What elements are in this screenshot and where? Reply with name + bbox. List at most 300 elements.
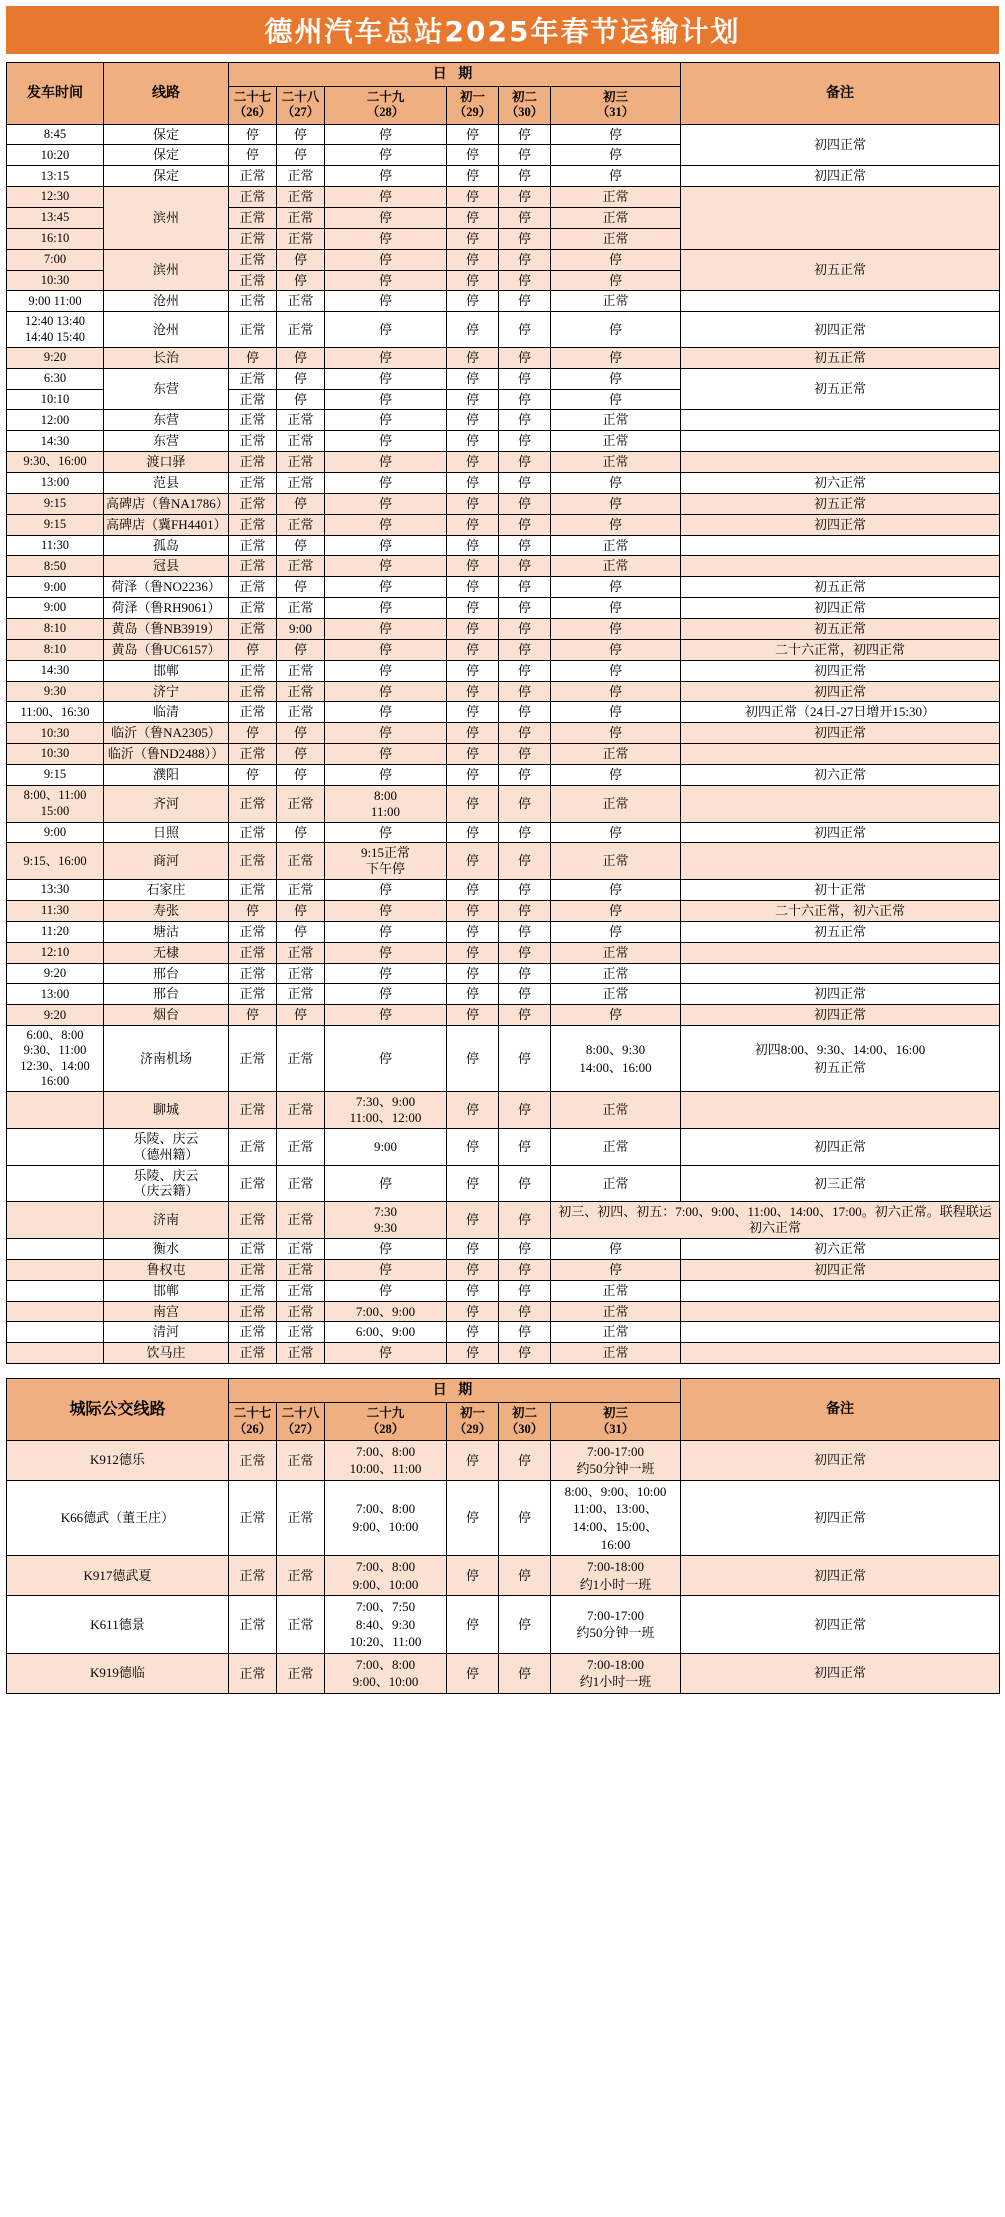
cell-departure-time (7, 1165, 104, 1202)
cell-date-5: 停 (499, 1092, 551, 1129)
cell-date-3: 7:00、8:00 9:00、10:00 (325, 1480, 447, 1555)
table-row (7, 598, 1000, 619)
cell-date-2: 停 (277, 1005, 325, 1026)
cell-departure-time (7, 1128, 104, 1165)
cell-date-5: 停 (499, 514, 551, 535)
cell-date-6: 停 (551, 389, 681, 410)
cell-date-6: 正常 (551, 744, 681, 765)
cell-date-6: 正常 (551, 1165, 681, 1202)
cell-date-3: 停 (325, 1239, 447, 1260)
intercity-header-date-4: 初一 （29） (447, 1403, 499, 1441)
table-row (7, 1092, 1000, 1129)
cell-note (681, 452, 1000, 473)
cell-departure-time: 9:00 (7, 822, 104, 843)
cell-date-2: 正常 (277, 291, 325, 312)
cell-route: 滨州 (104, 249, 229, 291)
cell-date-3: 9:15正常 下午停 (325, 843, 447, 880)
cell-date-2: 停 (277, 124, 325, 145)
cell-date-5: 停 (499, 1556, 551, 1596)
cell-date-2: 停 (277, 368, 325, 389)
cell-date-4: 停 (447, 249, 499, 270)
cell-note (681, 535, 1000, 556)
cell-note: 初四正常 (681, 1480, 1000, 1555)
cell-date-4: 停 (447, 880, 499, 901)
cell-departure-time: 13:00 (7, 984, 104, 1005)
cell-date-6: 正常 (551, 208, 681, 229)
cell-date-1: 正常 (229, 535, 277, 556)
header-intercity-date-group: 日 期 (229, 1379, 681, 1403)
intercity-table-body (7, 1440, 1000, 1693)
cell-route: 南宫 (104, 1301, 229, 1322)
cell-date-4: 停 (447, 921, 499, 942)
cell-date-5: 停 (499, 1128, 551, 1165)
header-date-2: 二十八 （27） (277, 87, 325, 125)
cell-date-5: 停 (499, 1440, 551, 1480)
cell-note: 初四正常 (681, 822, 1000, 843)
cell-date-6: 正常 (551, 963, 681, 984)
cell-date-6: 7:00-17:00 约50分钟一班 (551, 1596, 681, 1654)
cell-date-5: 停 (499, 249, 551, 270)
cell-date-4: 停 (447, 822, 499, 843)
cell-date-6: 正常 (551, 984, 681, 1005)
cell-date-4: 停 (447, 984, 499, 1005)
cell-date-1: 正常 (229, 1280, 277, 1301)
cell-note: 初四正常 (681, 514, 1000, 535)
cell-date-4: 停 (447, 1026, 499, 1092)
cell-date-3: 停 (325, 723, 447, 744)
cell-note: 初五正常 (681, 368, 1000, 410)
cell-date-5: 停 (499, 312, 551, 348)
cell-note: 初五正常 (681, 921, 1000, 942)
cell-date-5: 停 (499, 723, 551, 744)
cell-departure-time: 9:15 (7, 514, 104, 535)
cell-date-6: 停 (551, 618, 681, 639)
cell-date-2: 正常 (277, 1322, 325, 1343)
cell-note: 二十六正常，初四正常 (681, 639, 1000, 660)
cell-date-5: 停 (499, 187, 551, 208)
cell-date-5: 停 (499, 598, 551, 619)
cell-note: 初四正常 (681, 1440, 1000, 1480)
cell-route: 寿张 (104, 901, 229, 922)
cell-date-2: 正常 (277, 1092, 325, 1129)
cell-date-4: 停 (447, 145, 499, 166)
cell-route: 范县 (104, 472, 229, 493)
cell-route: 高碑店（鲁NA1786） (104, 493, 229, 514)
main-table-head (7, 63, 1000, 125)
cell-date-3: 停 (325, 124, 447, 145)
cell-date-3: 停 (325, 984, 447, 1005)
cell-date-3: 停 (325, 577, 447, 598)
cell-departure-time: 8:45 (7, 124, 104, 145)
cell-date-5: 停 (499, 368, 551, 389)
cell-date-1: 正常 (229, 249, 277, 270)
cell-departure-time: 10:30 (7, 270, 104, 291)
cell-date-6: 停 (551, 472, 681, 493)
cell-date-5: 停 (499, 389, 551, 410)
cell-date-1: 正常 (229, 1440, 277, 1480)
cell-date-1: 正常 (229, 744, 277, 765)
cell-date-5: 停 (499, 291, 551, 312)
cell-date-1: 正常 (229, 1301, 277, 1322)
page-title: 德州汽车总站2025年春节运输计划 (264, 15, 741, 48)
cell-note: 初四正常 (681, 723, 1000, 744)
table-row (7, 1202, 1000, 1239)
cell-date-4: 停 (447, 410, 499, 431)
cell-departure-time (7, 1202, 104, 1239)
cell-date-2: 正常 (277, 187, 325, 208)
table-row (7, 1596, 1000, 1654)
cell-date-4: 停 (447, 1202, 499, 1239)
header-date-group: 日 期 (229, 63, 681, 87)
cell-departure-time: 11:20 (7, 921, 104, 942)
table-row (7, 723, 1000, 744)
table-row (7, 765, 1000, 786)
intercity-header-date-1: 二十七 （26） (229, 1403, 277, 1441)
table-row (7, 514, 1000, 535)
cell-date-6: 正常 (551, 187, 681, 208)
cell-departure-time (7, 1343, 104, 1364)
cell-date-2: 正常 (277, 472, 325, 493)
cell-route: 临清 (104, 702, 229, 723)
cell-date-2: 正常 (277, 208, 325, 229)
cell-date-5: 停 (499, 765, 551, 786)
cell-date-2: 正常 (277, 410, 325, 431)
cell-date-4: 停 (447, 1653, 499, 1693)
cell-date-5: 停 (499, 145, 551, 166)
cell-date-1: 正常 (229, 452, 277, 473)
table-row (7, 1440, 1000, 1480)
cell-date-4: 停 (447, 639, 499, 660)
cell-date-2: 停 (277, 765, 325, 786)
cell-date-3: 停 (325, 410, 447, 431)
table-row (7, 410, 1000, 431)
cell-date-4: 停 (447, 452, 499, 473)
cell-date-3: 7:00、8:00 9:00、10:00 (325, 1556, 447, 1596)
cell-date-1: 正常 (229, 166, 277, 187)
cell-intercity-route: K66德武（董王庄） (7, 1480, 229, 1555)
table-row (7, 312, 1000, 348)
cell-date-5: 停 (499, 228, 551, 249)
cell-date-5: 停 (499, 124, 551, 145)
cell-date-1: 正常 (229, 1128, 277, 1165)
cell-departure-time: 13:00 (7, 472, 104, 493)
cell-date-1: 正常 (229, 785, 277, 822)
table-row (7, 1653, 1000, 1693)
page-title-banner (6, 6, 999, 54)
header-row-top (7, 63, 1000, 87)
cell-date-3: 停 (325, 431, 447, 452)
cell-departure-time: 9:00 11:00 (7, 291, 104, 312)
header-date-3: 二十九 （28） (325, 87, 447, 125)
cell-note: 初五正常 (681, 577, 1000, 598)
cell-departure-time: 11:00、16:30 (7, 702, 104, 723)
cell-date-5: 停 (499, 963, 551, 984)
cell-date-5: 停 (499, 843, 551, 880)
cell-note (681, 431, 1000, 452)
cell-date-5: 停 (499, 1322, 551, 1343)
cell-departure-time: 10:30 (7, 723, 104, 744)
cell-date-1: 正常 (229, 291, 277, 312)
cell-date-5: 停 (499, 1165, 551, 1202)
cell-date-1: 正常 (229, 1259, 277, 1280)
cell-date-5: 停 (499, 901, 551, 922)
cell-route: 长治 (104, 347, 229, 368)
cell-date-3: 停 (325, 921, 447, 942)
cell-date-2: 正常 (277, 1280, 325, 1301)
header-date-4: 初一 （29） (447, 87, 499, 125)
cell-date-1: 正常 (229, 187, 277, 208)
cell-note: 初六正常 (681, 1239, 1000, 1260)
cell-departure-time: 6:00、8:00 9:30、11:00 12:30、14:00 16:00 (7, 1026, 104, 1092)
table-row (7, 1165, 1000, 1202)
cell-date-3: 停 (325, 312, 447, 348)
cell-route: 临沂（鲁NA2305） (104, 723, 229, 744)
cell-date-6: 停 (551, 1239, 681, 1260)
cell-date-5: 停 (499, 681, 551, 702)
cell-date-2: 停 (277, 347, 325, 368)
cell-departure-time: 9:30 (7, 681, 104, 702)
cell-note: 初四正常 (681, 1128, 1000, 1165)
header-date-5: 初二 （30） (499, 87, 551, 125)
cell-date-4: 停 (447, 270, 499, 291)
cell-note (681, 843, 1000, 880)
cell-date-6: 停 (551, 921, 681, 942)
cell-note: 初四正常 (681, 1653, 1000, 1693)
cell-departure-time: 10:30 (7, 744, 104, 765)
cell-date-1: 正常 (229, 1596, 277, 1654)
cell-date-1: 正常 (229, 1239, 277, 1260)
cell-date-3: 停 (325, 1280, 447, 1301)
cell-date-6: 停 (551, 368, 681, 389)
table-row (7, 901, 1000, 922)
cell-date-2: 正常 (277, 166, 325, 187)
cell-departure-time: 9:15 (7, 493, 104, 514)
cell-date-4: 停 (447, 1556, 499, 1596)
header-intercity-note: 备注 (681, 1379, 1000, 1441)
cell-date-5: 停 (499, 942, 551, 963)
cell-route: 东营 (104, 368, 229, 410)
cell-route: 无棣 (104, 942, 229, 963)
cell-date-1: 正常 (229, 1202, 277, 1239)
cell-note (681, 410, 1000, 431)
cell-date-1: 正常 (229, 577, 277, 598)
cell-date-3: 7:30 9:30 (325, 1202, 447, 1239)
cell-departure-time (7, 1259, 104, 1280)
cell-date-4: 停 (447, 431, 499, 452)
cell-date-6: 停 (551, 702, 681, 723)
cell-departure-time: 6:30 (7, 368, 104, 389)
cell-date-6: 停 (551, 880, 681, 901)
cell-date-3: 停 (325, 598, 447, 619)
cell-date-5: 停 (499, 822, 551, 843)
intercity-header-date-2: 二十八 （27） (277, 1403, 325, 1441)
cell-departure-time: 12:40 13:40 14:40 15:40 (7, 312, 104, 348)
cell-departure-time: 8:50 (7, 556, 104, 577)
cell-intercity-route: K917德武夏 (7, 1556, 229, 1596)
cell-date-6: 停 (551, 166, 681, 187)
cell-date-4: 停 (447, 785, 499, 822)
table-row (7, 187, 1000, 208)
cell-date-4: 停 (447, 1322, 499, 1343)
cell-date-3: 停 (325, 208, 447, 229)
cell-departure-time (7, 1239, 104, 1260)
cell-date-6: 停 (551, 249, 681, 270)
cell-departure-time: 9:20 (7, 1005, 104, 1026)
header-intercity-route: 城际公交线路 (7, 1379, 229, 1441)
cell-date-4: 停 (447, 942, 499, 963)
cell-date-4: 停 (447, 901, 499, 922)
cell-date-4: 停 (447, 1128, 499, 1165)
cell-date-4: 停 (447, 744, 499, 765)
cell-date-3: 停 (325, 765, 447, 786)
cell-note: 初四正常 (681, 984, 1000, 1005)
table-row (7, 431, 1000, 452)
cell-note: 初四正常 (681, 124, 1000, 166)
cell-route: 邢台 (104, 984, 229, 1005)
cell-date-2: 正常 (277, 702, 325, 723)
cell-date-4: 停 (447, 1440, 499, 1480)
cell-date-4: 停 (447, 1259, 499, 1280)
cell-date-5: 停 (499, 410, 551, 431)
table-row (7, 1556, 1000, 1596)
cell-date-2: 正常 (277, 431, 325, 452)
header-route: 线路 (104, 63, 229, 125)
cell-date-4: 停 (447, 556, 499, 577)
cell-date-6: 正常 (551, 785, 681, 822)
cell-note: 初六正常 (681, 472, 1000, 493)
cell-date-3: 6:00、9:00 (325, 1322, 447, 1343)
cell-date-2: 正常 (277, 452, 325, 473)
cell-note (681, 1343, 1000, 1364)
cell-departure-time: 9:20 (7, 963, 104, 984)
cell-date-6: 停 (551, 901, 681, 922)
cell-date-1: 停 (229, 145, 277, 166)
cell-date-2: 正常 (277, 1026, 325, 1092)
cell-date-2: 正常 (277, 1343, 325, 1364)
cell-note (681, 187, 1000, 250)
cell-date-2: 停 (277, 493, 325, 514)
cell-date-3: 停 (325, 880, 447, 901)
cell-date-5: 停 (499, 556, 551, 577)
cell-date-4: 停 (447, 843, 499, 880)
cell-date-4: 停 (447, 312, 499, 348)
cell-date-5: 停 (499, 431, 551, 452)
cell-date-5: 停 (499, 921, 551, 942)
cell-departure-time: 12:00 (7, 410, 104, 431)
cell-date-4: 停 (447, 389, 499, 410)
cell-date-3: 7:00、8:00 10:00、11:00 (325, 1440, 447, 1480)
cell-date-3: 停 (325, 270, 447, 291)
cell-date-1: 正常 (229, 1343, 277, 1364)
cell-date-4: 停 (447, 1165, 499, 1202)
cell-date-3: 停 (325, 618, 447, 639)
header-date-6: 初三 （31） (551, 87, 681, 125)
cell-date-5: 停 (499, 1239, 551, 1260)
cell-date-1: 正常 (229, 702, 277, 723)
cell-date-5: 停 (499, 1026, 551, 1092)
cell-date-1: 正常 (229, 660, 277, 681)
cell-route: 东营 (104, 410, 229, 431)
cell-date-5: 停 (499, 618, 551, 639)
cell-date-2: 停 (277, 822, 325, 843)
cell-departure-time (7, 1092, 104, 1129)
table-row (7, 493, 1000, 514)
table-row (7, 1301, 1000, 1322)
cell-route: 聊城 (104, 1092, 229, 1129)
cell-departure-time: 9:20 (7, 347, 104, 368)
cell-date-5: 停 (499, 166, 551, 187)
cell-route: 孤岛 (104, 535, 229, 556)
cell-date-2: 正常 (277, 514, 325, 535)
cell-date-3: 停 (325, 535, 447, 556)
cell-date-6: 停 (551, 639, 681, 660)
cell-note: 初五正常 (681, 249, 1000, 291)
table-row (7, 1026, 1000, 1092)
table-row (7, 368, 1000, 389)
table-row (7, 843, 1000, 880)
cell-note (681, 785, 1000, 822)
cell-date-1: 正常 (229, 822, 277, 843)
cell-route: 济南机场 (104, 1026, 229, 1092)
cell-date-1: 正常 (229, 312, 277, 348)
cell-date-6: 正常 (551, 1092, 681, 1129)
cell-date-4: 停 (447, 291, 499, 312)
cell-date-4: 停 (447, 1280, 499, 1301)
cell-route: 齐河 (104, 785, 229, 822)
cell-date-4: 停 (447, 368, 499, 389)
cell-date-5: 停 (499, 472, 551, 493)
cell-date-2: 正常 (277, 843, 325, 880)
table-row (7, 556, 1000, 577)
cell-date-2: 正常 (277, 1202, 325, 1239)
cell-date-3: 7:00、8:00 9:00、10:00 (325, 1653, 447, 1693)
cell-date-6: 停 (551, 765, 681, 786)
cell-date-3: 停 (325, 822, 447, 843)
cell-date-1: 正常 (229, 880, 277, 901)
cell-date-6: 停 (551, 598, 681, 619)
table-row (7, 347, 1000, 368)
table-row (7, 984, 1000, 1005)
cell-date-3: 7:00、9:00 (325, 1301, 447, 1322)
cell-departure-time: 12:10 (7, 942, 104, 963)
cell-date-1: 停 (229, 347, 277, 368)
main-schedule-table (6, 62, 1000, 1364)
cell-date-5: 停 (499, 452, 551, 473)
cell-note (681, 291, 1000, 312)
cell-date-6: 停 (551, 1005, 681, 1026)
cell-date-4: 停 (447, 660, 499, 681)
cell-date-1: 正常 (229, 368, 277, 389)
cell-note (681, 1301, 1000, 1322)
cell-date-2: 正常 (277, 963, 325, 984)
table-row (7, 1005, 1000, 1026)
cell-date-5: 停 (499, 347, 551, 368)
cell-date-2: 正常 (277, 984, 325, 1005)
cell-note (681, 1322, 1000, 1343)
cell-route: 邢台 (104, 963, 229, 984)
cell-date-4: 停 (447, 577, 499, 598)
table-row (7, 1128, 1000, 1165)
cell-departure-time: 9:30、16:00 (7, 452, 104, 473)
cell-date-3: 停 (325, 1165, 447, 1202)
cell-date-5: 停 (499, 535, 551, 556)
table-row (7, 702, 1000, 723)
main-table-body (7, 124, 1000, 1364)
cell-route: 临沂（鲁ND2488）） (104, 744, 229, 765)
cell-route: 日照 (104, 822, 229, 843)
cell-date-3: 停 (325, 744, 447, 765)
cell-date-6: 7:00-18:00 约1小时一班 (551, 1653, 681, 1693)
